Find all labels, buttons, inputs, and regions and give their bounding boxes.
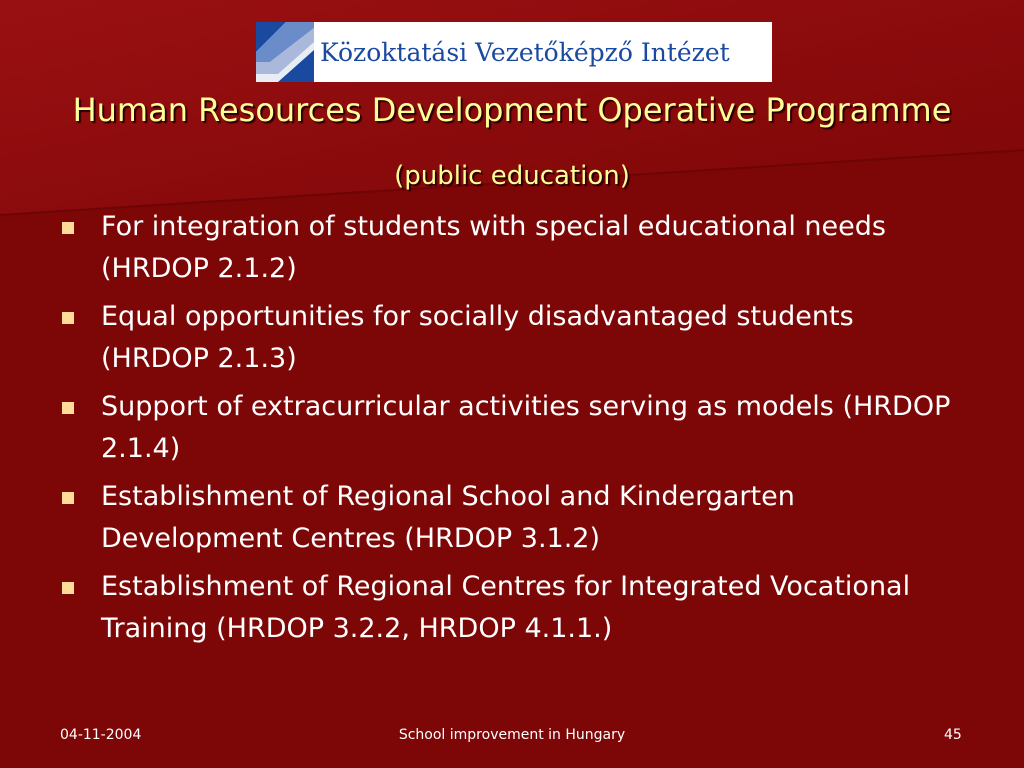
bullet-item [62,386,962,470]
title-main: Human Resources Development Operative Programme [72,91,952,129]
bullet-item [62,296,962,380]
slide-title [60,80,964,209]
bullet-text: Establishment of Regional School and Kindergarten Development Centres (HRDOP 3.1.2) [101,481,795,554]
bullet-text: For integration of students with special educational needs (HRDOP 2.1.2) [101,211,886,284]
bullet-item [62,566,962,650]
footer-title: School improvement in Hungary [398,727,626,743]
logo-text: Közoktatási Vezetőképző Intézet [320,37,730,67]
bullet-text: Equal opportunities for socially disadvantaged students (HRDOP 2.1.3) [101,301,854,374]
institute-logo-icon [256,22,314,82]
square-bullet-icon [62,402,74,414]
logo-banner [256,22,772,82]
bullet-text: Establishment of Regional Centres for Integrated Vocational Training (HRDOP 3.2.2, HRDOP 4.1.1.) [101,571,911,644]
bullet-list [62,206,962,656]
bullet-item [62,476,962,560]
square-bullet-icon [62,222,74,234]
footer-date: 04-11-2004 [60,727,142,743]
title-sub: (public education) [394,161,630,191]
square-bullet-icon [62,582,74,594]
bullet-item [62,206,962,290]
footer-page-number: 45 [944,727,962,743]
square-bullet-icon [62,492,74,504]
square-bullet-icon [62,312,74,324]
bullet-text: Support of extracurricular activities serving as models (HRDOP 2.1.4) [101,391,951,464]
